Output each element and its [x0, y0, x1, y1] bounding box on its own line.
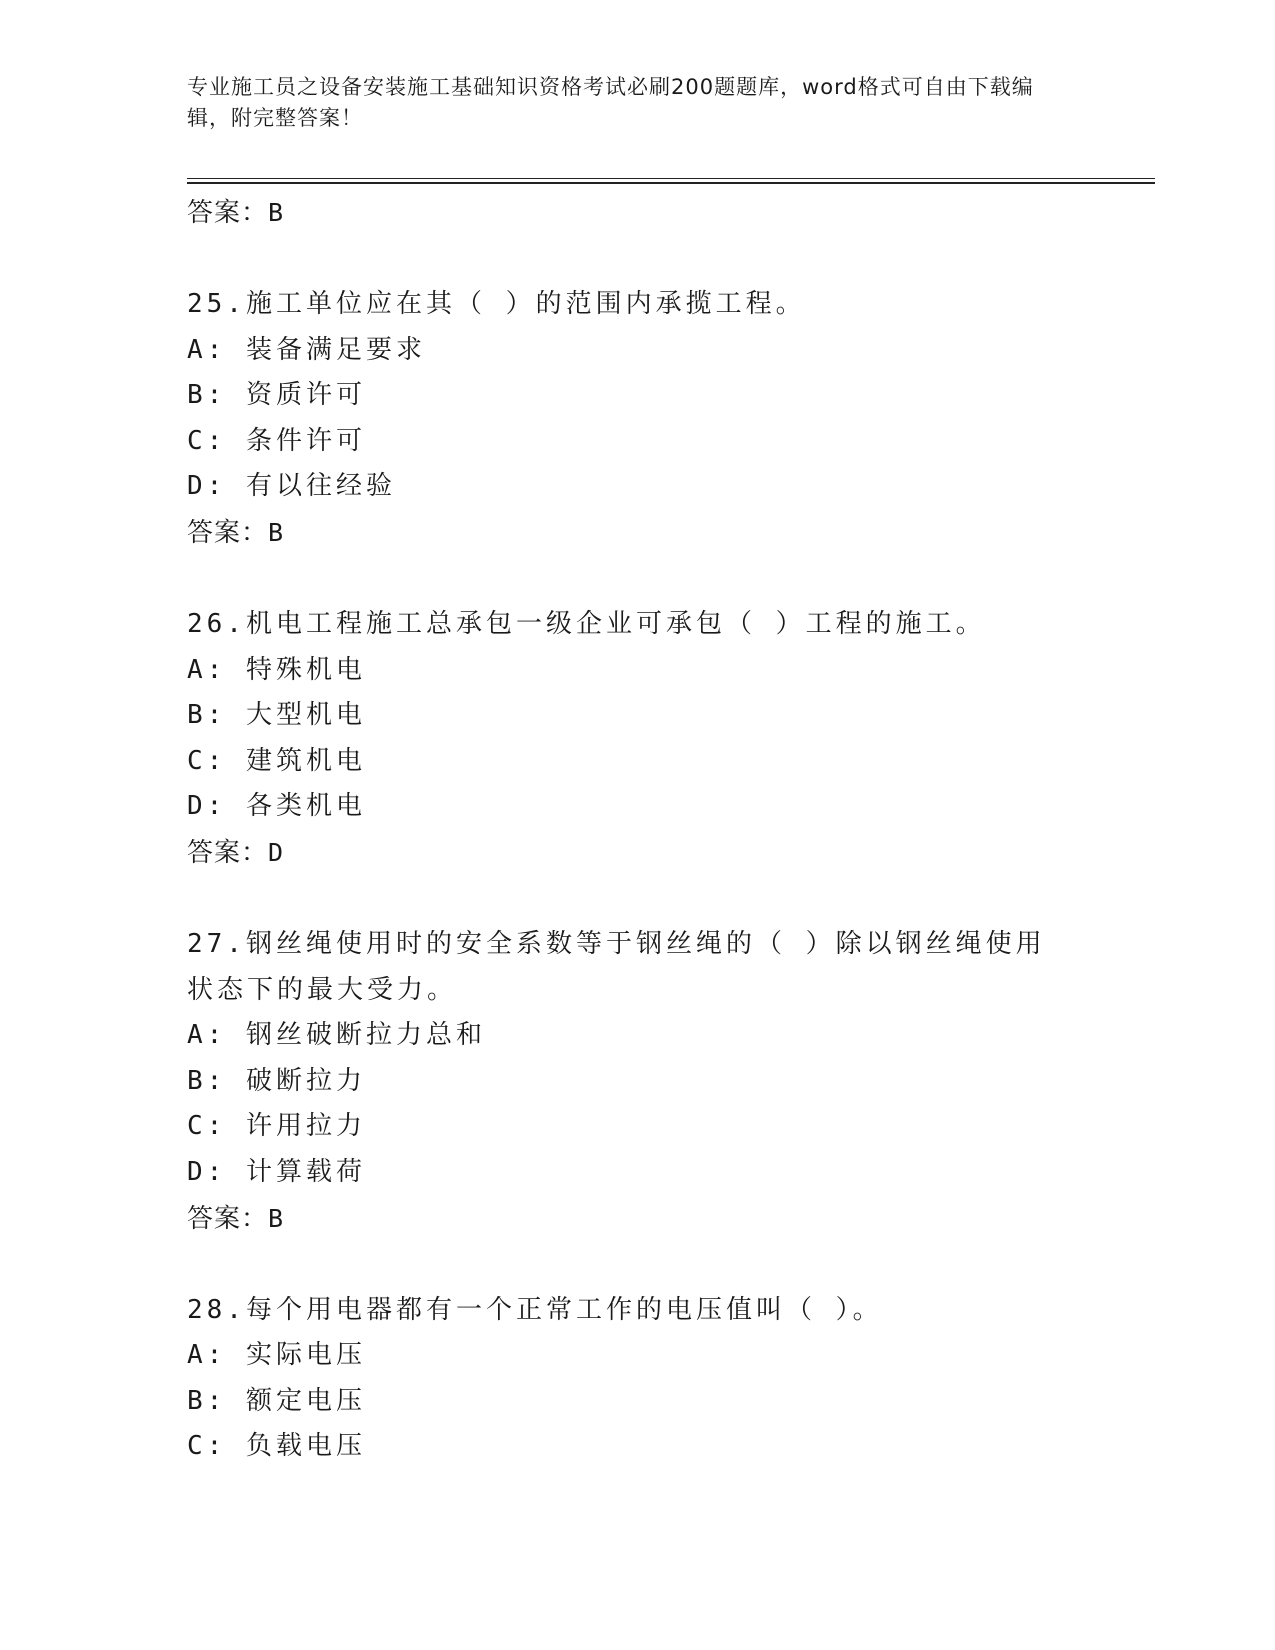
document-header: 专业施工员之设备安装施工基础知识资格考试必刷200题题库，word格式可自由下载编辑，附完整答案！ — [187, 75, 1034, 130]
option-a: A: 钢丝破断拉力总和 — [187, 1020, 486, 1051]
answer-value: B — [268, 1203, 285, 1233]
option-a: A: 实际电压 — [187, 1340, 366, 1371]
option-c: C: 条件许可 — [187, 425, 366, 456]
answer-line — [187, 1196, 1087, 1242]
option-c: C: 建筑机电 — [187, 745, 366, 776]
option-b: B: 破断拉力 — [187, 1065, 366, 1096]
option-b: B: 额定电压 — [187, 1385, 366, 1416]
question-text: 25.施工单位应在其（ ）的范围内承揽工程。 — [187, 289, 806, 319]
spacer — [187, 556, 1087, 602]
header-rule-thin — [187, 178, 1155, 179]
answer-line — [187, 190, 1087, 236]
option-d: D: 有以往经验 — [187, 471, 396, 502]
answer-label: 答案： — [187, 837, 269, 868]
spacer — [187, 236, 1087, 282]
option-c: C: 负载电压 — [187, 1431, 366, 1462]
answer-value: B — [268, 198, 285, 227]
option-b: B: 资质许可 — [187, 380, 366, 411]
answer-label: 答案： — [187, 517, 269, 548]
question-text: 27.钢丝绳使用时的安全系数等于钢丝绳的（ ）除以钢丝绳使用状态下的最大受力。 — [187, 928, 1046, 1005]
option-b: B: 大型机电 — [187, 700, 366, 731]
answer-value: B — [268, 517, 285, 547]
option-d: D: 计算载荷 — [187, 1156, 366, 1187]
answer-line — [187, 830, 1087, 876]
answer-line — [187, 510, 1087, 556]
answer-label: 答案： — [187, 198, 269, 228]
option-c: C: 许用拉力 — [187, 1111, 366, 1142]
spacer — [187, 1242, 1087, 1288]
option-d: D: 各类机电 — [187, 791, 366, 822]
question-text: 28.每个用电器都有一个正常工作的电压值叫（ ）。 — [187, 1294, 883, 1325]
question-list — [187, 190, 1087, 1470]
answer-label: 答案： — [187, 1203, 269, 1234]
answer-value: D — [268, 837, 285, 867]
header-rule-thick — [187, 182, 1155, 184]
question-text: 26.机电工程施工总承包一级企业可承包（ ）工程的施工。 — [187, 608, 986, 639]
spacer — [187, 876, 1087, 922]
option-a: A: 装备满足要求 — [187, 334, 426, 365]
option-a: A: 特殊机电 — [187, 654, 366, 685]
